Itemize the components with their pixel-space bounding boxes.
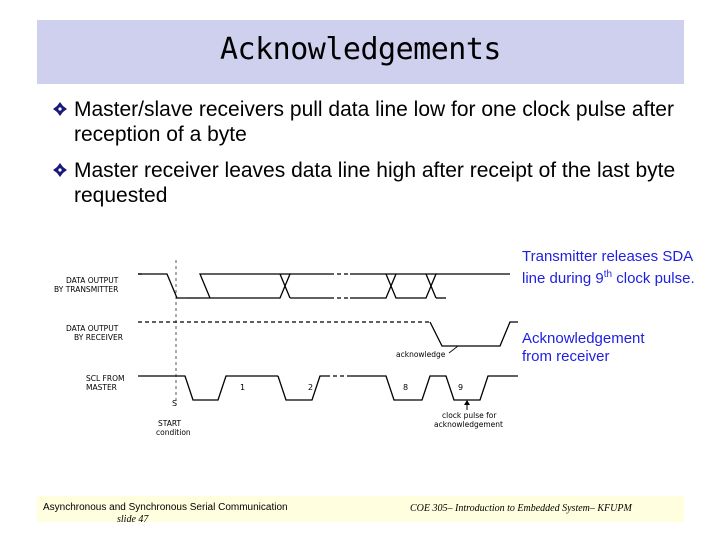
footer xyxy=(37,496,684,525)
ack-annotation-line2: from receiver xyxy=(522,348,610,365)
pulse-2-label: 2 xyxy=(308,383,314,392)
diamond-bullet-icon xyxy=(52,101,68,117)
title-bar xyxy=(37,20,684,84)
footer-right: COE 305– Introduction to Embedded System– KFUPM xyxy=(410,503,632,514)
acknowledge-label: acknowledge xyxy=(396,350,446,359)
scl-label-line1: SCL FROM xyxy=(86,374,125,383)
clock-pulse-label-line1: clock pulse for xyxy=(442,411,497,420)
bullet-2-text: Master receiver leaves data line high after receipt of the last byte requested xyxy=(74,159,676,207)
start-label-line2: condition xyxy=(156,428,191,437)
pulse-1-label: 1 xyxy=(240,383,246,392)
slide-title: Acknowledgements xyxy=(220,32,501,67)
pulse-9-label: 9 xyxy=(458,383,464,392)
rx-label-line1: DATA OUTPUT xyxy=(66,324,119,333)
tx-waveform xyxy=(138,274,510,298)
footer-course-title: Asynchronous and Synchronous Serial Communication xyxy=(43,502,288,513)
transmitter-annotation xyxy=(522,248,712,288)
ack-annotation-line1: Acknowledgement xyxy=(522,330,645,347)
start-s-label: S xyxy=(172,399,178,408)
scl-label-line2: MASTER xyxy=(86,383,117,392)
acknowledge-arrow xyxy=(449,346,458,353)
pulse-8-label: 8 xyxy=(403,383,409,392)
start-label-line1: START xyxy=(158,419,182,428)
transmitter-annotation-tail: clock pulse. xyxy=(612,270,695,287)
tx-label-line2: BY TRANSMITTER xyxy=(54,285,119,294)
rx-label-line2: BY RECEIVER xyxy=(74,333,123,342)
rx-waveform xyxy=(138,322,518,346)
clock-pulse-arrowhead xyxy=(464,400,470,405)
footer-left xyxy=(43,502,303,526)
i2c-ack-timing-diagram xyxy=(50,240,520,440)
ack-annotation xyxy=(522,330,712,366)
clock-pulse-label-line2: acknowledgement xyxy=(434,420,503,429)
transmitter-annotation-sup: th xyxy=(603,269,613,280)
tx-label-line1: DATA OUTPUT xyxy=(66,276,119,285)
transmitter-annotation-text: Transmitter releases SDA line during 9 xyxy=(522,248,693,287)
bullet-1-text: Master/slave receivers pull data line low for one clock pulse after reception of a byte xyxy=(74,98,674,146)
diamond-bullet-icon xyxy=(52,162,68,178)
footer-slide-number: slide 47 xyxy=(117,514,149,525)
